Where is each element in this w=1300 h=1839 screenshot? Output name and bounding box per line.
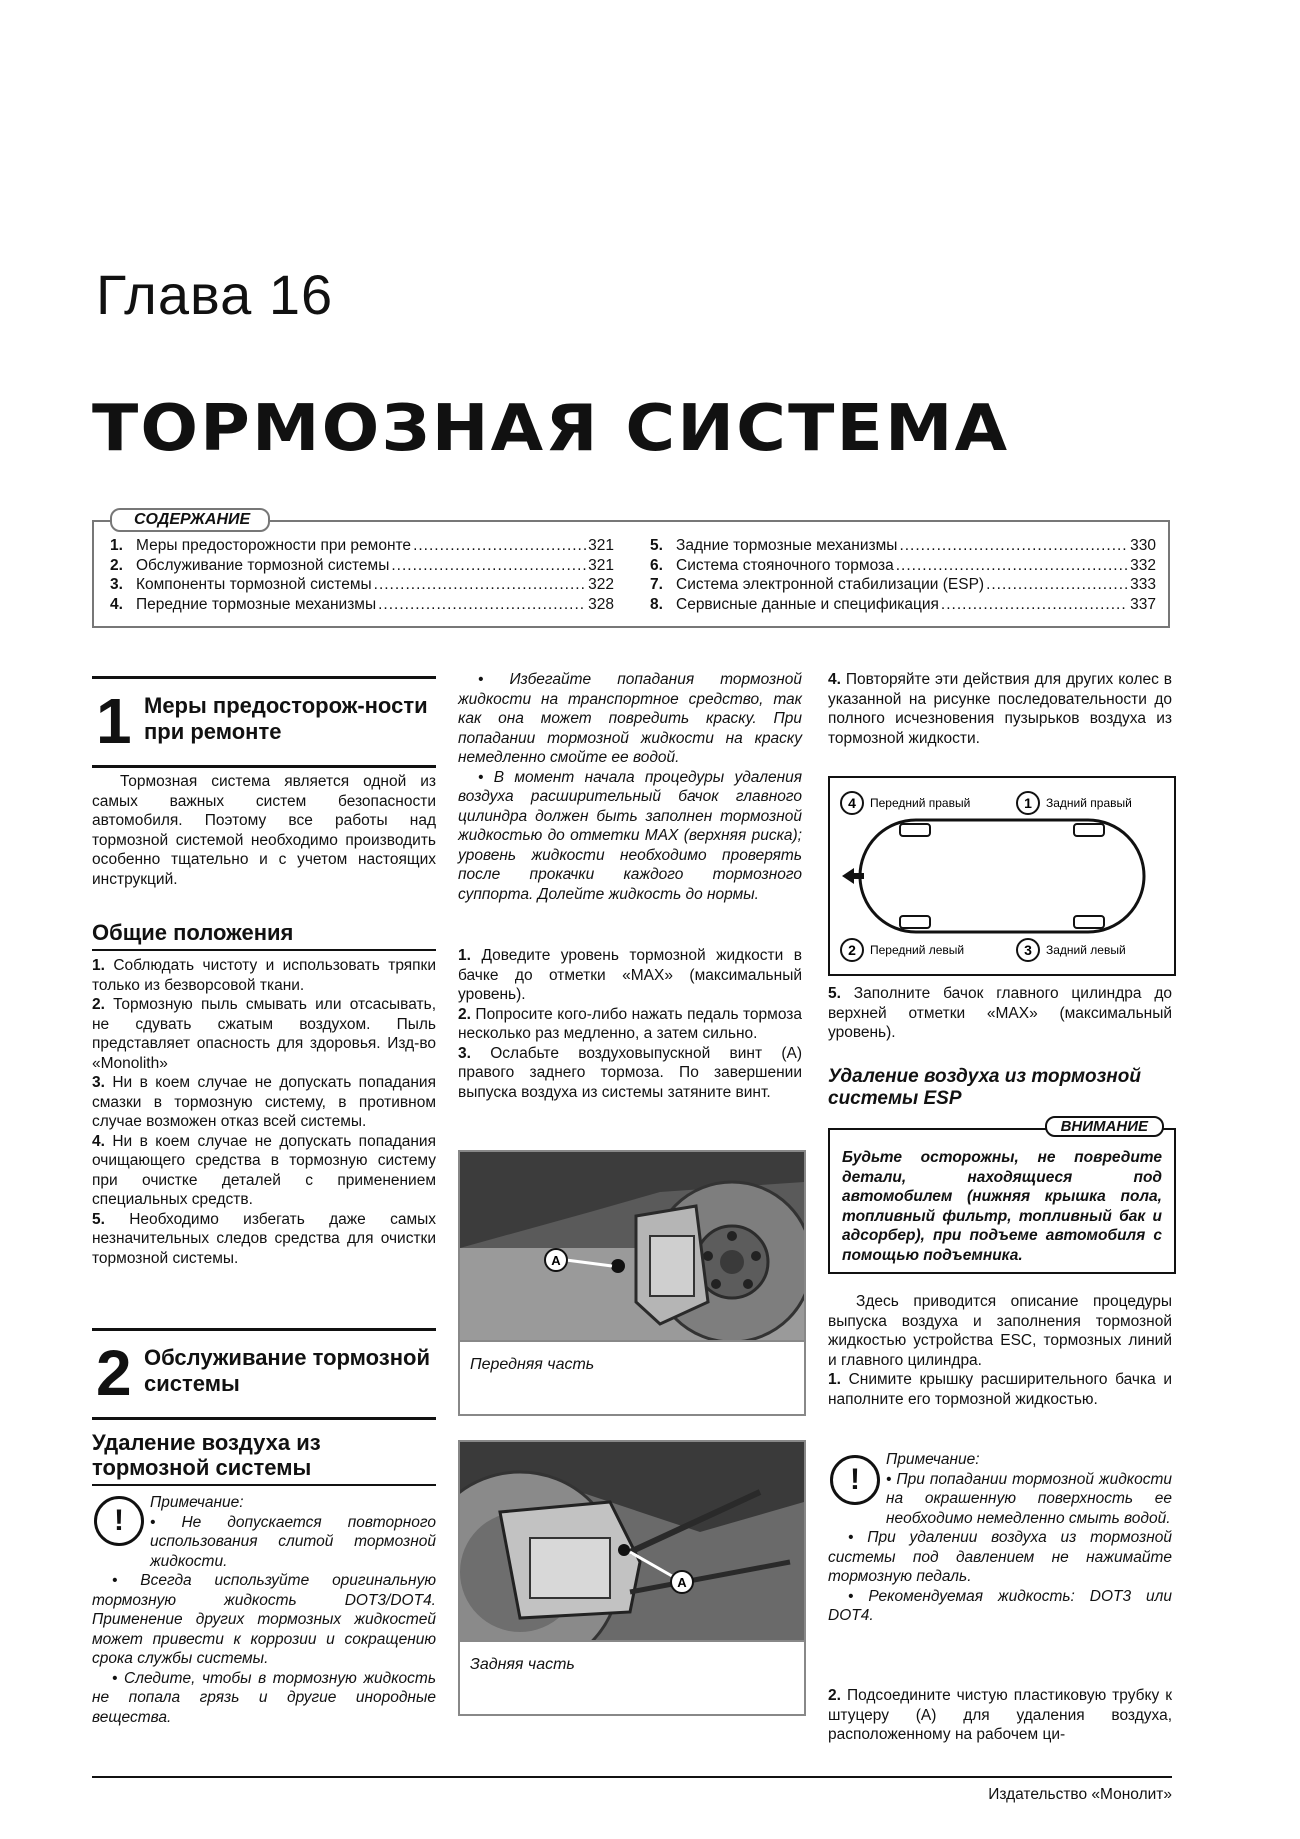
note-label: Примечание: [886,1451,980,1468]
note-block [828,1450,1172,1626]
rear-caliper-illustration [460,1442,804,1640]
note-item: • При удалении воздуха из тормозной системы под давлением не нажимайте тормозную педаль. [828,1529,1172,1585]
note-item: • Избегайте попадания тормозной жидкости на транспортное средство, так как она может повредить краску. При попадании тормозной жидкости на краску немедленно смойте ее водой. [458,671,802,766]
bleeding-heading: Удаление воздуха из тормозной системы [92,1430,436,1486]
toc-heading: СОДЕРЖАНИЕ [110,508,270,532]
exclamation-icon: ! [94,1496,144,1546]
wheel-front-right [900,824,930,836]
toc-right-column [650,536,1156,614]
wheel-order-number: 3 [1024,942,1032,958]
section-2-header [92,1328,436,1420]
step-2: 2. Подсоедините чистую пластиковую трубку к штуцеру (А) для удаления воздуха, расположенному на рабочем ци- [828,1687,1173,1743]
esp-description: Здесь приводится описание процедуры выпуска воздуха и заполнения тормозной жидкостью устройства ESC, тормозных линий и главного цилиндра. 1. Снимите крышку расширительного бачка и наполните его тормозной жидкостью. [828,1293,1172,1408]
section-title: Меры предосторож-ности при ремонте [144,693,428,744]
bleeding-sequence-diagram [828,776,1176,976]
step-item: 3. Ослабьте воздуховыпускной винт (А) правого заднего тормоза. По завершении выпуска воздуха из системы затяните винт. [458,1044,802,1101]
marker-a: A [551,1253,561,1268]
warning-box [828,1118,1176,1274]
toc-entry[interactable]: 5. Задние тормозные механизмы ..... 330 [650,536,1156,556]
warning-text: Будьте осторожны, не повредите детали, находящиеся под автомобилем (нижняя крышка пола, топливный фильтр, топливный бак и адсорбер), при подъеме автомобиля с помощью подъемника. [842,1149,1162,1264]
table-of-contents [92,511,1170,628]
page-title: ТОРМОЗНАЯ СИСТЕМА [92,392,1010,466]
step-item: 1. Доведите уровень тормозной жидкости в бачке до отметки «MAX» (максимальный уровень). [458,947,803,1003]
chapter-label: Глава 16 [96,263,334,326]
toc-entry[interactable]: 3. Компоненты тормозной системы ..... 322 [110,575,614,595]
toc-entry[interactable]: 1. Меры предосторожности при ремонте ..... 321 [110,536,614,556]
note-item: • Рекомендуемая жидкость: DOT3 или DOT4. [828,1587,1172,1624]
step-5: 5. Заполните бачок главного цилиндра до верхней отметки «MAX» (максимальный уровень). [828,985,1172,1041]
general-provisions-list [92,956,436,1268]
divider [92,949,436,951]
section-1-intro: Тормозная система является одной из самых важных систем безопасности автомобиля. Поэтому все работы над тормозной системой необходимо производить особенно тщательно и с учетом настоящих инструкций. [92,773,436,888]
note-item: • Не допускается повторного использования слитой тормозной жидкости. [150,1513,436,1570]
footer-divider [92,1776,1172,1778]
wheel-rear-right [1074,824,1104,836]
wheel-order-number: 4 [848,795,856,811]
wheel-label: Задний правый [1046,796,1132,810]
list-item: 2. Тормозную пыль смывать или отсасывать, не сдувать сжатым воздухом. Пыль представляет опасность для здоровья. Изд-во «Monolith» [92,996,436,1072]
note-item: • Следите, чтобы в тормозную жидкость не попала грязь и другие инородные вещества. [92,1669,436,1726]
wheel-label: Передний левый [870,943,965,957]
wheel-label: Задний левый [1046,943,1126,957]
marker-a: A [677,1575,687,1590]
section-1-header [92,676,436,768]
step-item: 2. Попросите кого-либо нажать педаль тормоза несколько раз медленно, а затем сильно. [458,1005,802,1042]
list-item: 4. Ни в коем случае не допускать попадания очищающего средства в тормозную систему при очистке деталей с применением специальных средств. [92,1132,436,1208]
toc-entry[interactable]: 6. Система стояночного тормоза ..... 332 [650,556,1156,576]
toc-entry[interactable]: 4. Передние тормозные механизмы ..... 328 [110,595,614,615]
note-item: • При попадании тормозной жидкости на окрашенную поверхность ее необходимо немедленно смыть водой. [886,1470,1172,1527]
toc-left-column [110,536,614,614]
toc-entry[interactable]: 8. Сервисные данные и спецификация ..... 337 [650,595,1156,615]
wheel-front-left [900,916,930,928]
wheel-order-number: 2 [848,942,856,958]
esp-bleeding-heading: Удаление воздуха из тормозной системы ESP [828,1066,1141,1109]
list-item: 5. Необходимо избегать даже самых незначительных следов средства для очистки тормозной системы. [92,1210,436,1267]
toc-entry[interactable]: 7. Система электронной стабилизации (ESP) ..... 333 [650,575,1156,595]
section-number: 2 [96,1337,132,1409]
general-provisions-heading: Общие положения [92,920,294,945]
note-label: Примечание: [150,1494,244,1511]
bleeding-steps [458,946,802,1102]
toc-entry[interactable]: 2. Обслуживание тормозной системы ..... 321 [110,556,614,576]
step-4: 4. Повторяйте эти действия для других колес в указанной на рисунке последовательности до полного исчезновения пузырьков воздуха из тормозной жидкости. [828,671,1172,747]
note-item: • Всегда используйте оригинальную тормозную жидкость DOT3/DOT4. Применение других тормозных жидкостей может привести к коррозии и сокращению срока службы системы. [92,1572,436,1667]
photo-caption: Задняя часть [460,1640,804,1714]
exclamation-icon: ! [830,1455,880,1505]
publisher-footer: Издательство «Монолит» [988,1786,1172,1803]
warning-label: ВНИМАНИЕ [1045,1116,1164,1137]
list-item: 3. Ни в коем случае не допускать попадания смазки в тормозную систему, в противном случае возможен отказ всей системы. [92,1074,436,1130]
list-item: 1. Соблюдать чистоту и использовать тряпки только из безворсовой ткани. [92,957,436,994]
front-caliper-illustration [460,1152,804,1340]
rear-brake-photo [458,1440,806,1716]
section-number: 1 [96,685,132,757]
italic-notes [458,670,802,904]
note-block [92,1493,436,1727]
wheel-label: Передний правый [870,796,971,810]
note-item: • В момент начала процедуры удаления воздуха расширительный бачок главного цилиндра должен быть заполнен тормозной жидкостью до отметки MAX (верхняя риска); уровень жидкости необходимо проверять после прокачки каждого тормозного суппорта. Долейте жидкость до нормы. [458,768,802,903]
wheel-order-number: 1 [1024,795,1032,811]
front-brake-photo [458,1150,806,1416]
photo-caption: Передняя часть [460,1340,804,1414]
wheel-rear-left [1074,916,1104,928]
section-title: Обслуживание тормозной системы [144,1345,430,1396]
